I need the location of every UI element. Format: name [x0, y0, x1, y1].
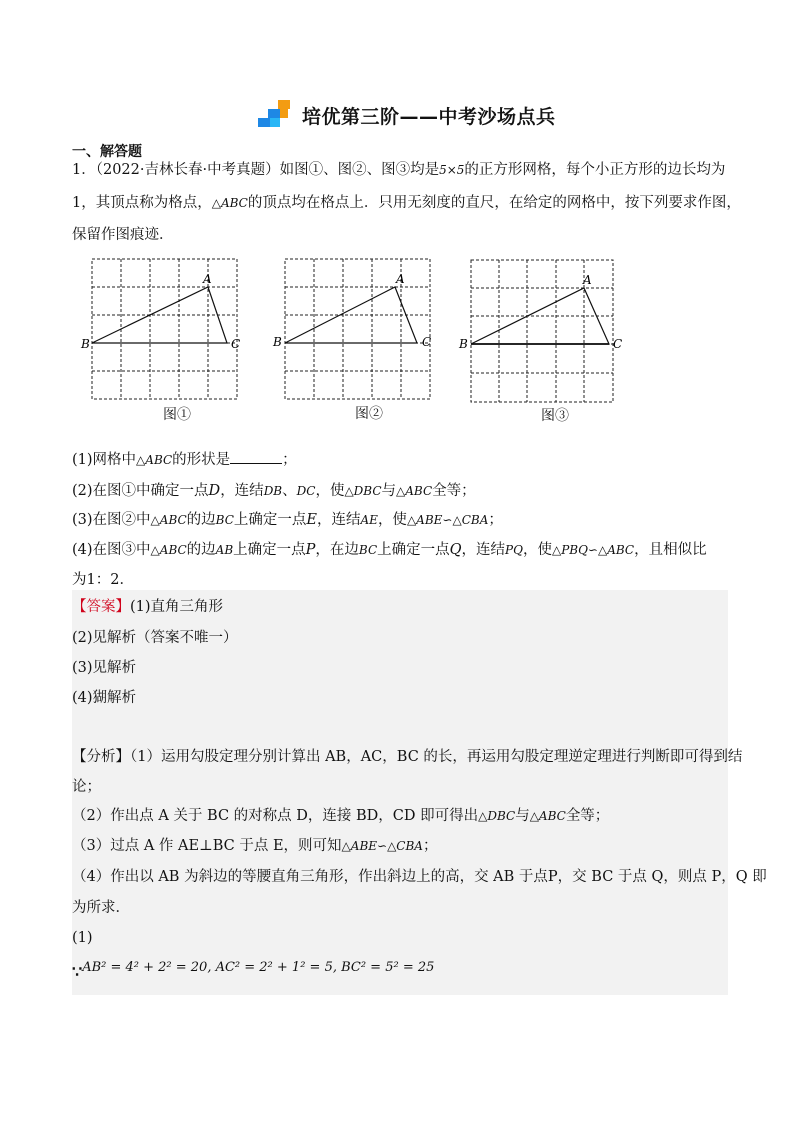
page-title: 培优第三阶——中考沙场点兵: [302, 105, 556, 128]
figure-2-label-a: A: [396, 272, 405, 286]
figure-1-label-a: A: [203, 272, 212, 286]
part-4-continued: 为1：2．: [72, 572, 134, 588]
figure-1-caption: 图①: [163, 407, 191, 423]
question-line-1: 1．（2022·吉林长春·中考真题）如图①、图②、图③均是5×5的正方形网格，每个小正方形的边长均为: [72, 162, 726, 178]
analysis-equation: ∵AB² = 4² + 2² = 20, AC² = 2² + 1² = 5, BC² = 5² = 25: [72, 960, 435, 981]
analysis-line-1: 【分析】（1）运用勾股定理分别计算出 AB，AC，BC 的长，再运用勾股定理逆定理进行判断即可得到结: [72, 749, 743, 765]
answer-tag: 【答案】: [72, 599, 130, 615]
figure-1-label-b: B: [81, 337, 90, 351]
figure-2-label-b: B: [273, 335, 282, 349]
analysis-tag: 【分析】: [72, 749, 130, 765]
analysis-line-7: (1): [72, 930, 93, 946]
figure-3-caption: 图③: [541, 408, 569, 424]
question-line-2: 1，其顶点称为格点，△ABC的顶点均在格点上．只用无刻度的直尺，在给定的网格中，按下列要求作图，: [72, 195, 741, 211]
question-line-3: 保留作图痕迹．: [72, 227, 174, 243]
figure-3-label-b: B: [459, 337, 468, 351]
section-title: 一、解答题: [72, 144, 142, 160]
answer-box: [72, 590, 728, 995]
answer-line-2: (2)见解析（答案不唯一）: [72, 630, 238, 646]
analysis-line-2: 论；: [72, 779, 101, 795]
analysis-line-5: （4）作出以 AB 为斜边的等腰直角三角形，作出斜边上的高，交 AB 于点P，交 BC 于点 Q，则点 P，Q 即: [72, 869, 767, 885]
analysis-line-3: （2）作出点 A 关于 BC 的对称点 D，连接 BD，CD 即可得出△DBC与△ABC全等；: [72, 808, 610, 824]
figure-3: [457, 254, 637, 409]
part-4: (4)在图③中△ABC的边AB上确定一点P，在边BC上确定一点Q，连结PQ，使△PBQ∽△ABC，且相似比: [72, 542, 707, 558]
answer-line-3: (3)见解析: [72, 660, 137, 676]
part-3: (3)在图②中△ABC的边BC上确定一点E，连结AE，使△ABE∽△CBA；: [72, 512, 503, 528]
answer-line-4: (4)猢解析: [72, 690, 137, 706]
figure-2: [271, 253, 451, 403]
figure-3-label-a: A: [583, 273, 592, 287]
page-header: [256, 98, 556, 132]
analysis-line-4: （3）过点 A 作 AE⊥BC 于点 E，则可知△ABE∽△CBA；: [72, 838, 438, 854]
analysis-line-6: 为所求．: [72, 900, 130, 916]
figure-2-label-c: C: [422, 335, 432, 349]
figure-3-label-c: C: [613, 337, 623, 351]
figure-1-label-c: C: [231, 337, 241, 351]
part-2: (2)在图①中确定一点D，连结DB、DC，使△DBC与△ABC全等；: [72, 483, 476, 499]
answer-line-1: 【答案】(1)直角三角形: [72, 599, 224, 615]
part-1: (1)网格中△ABC的形状是 ；: [72, 449, 297, 470]
figure-2-caption: 图②: [355, 406, 383, 422]
figure-1: [80, 255, 260, 405]
logo-icon: [256, 98, 296, 132]
